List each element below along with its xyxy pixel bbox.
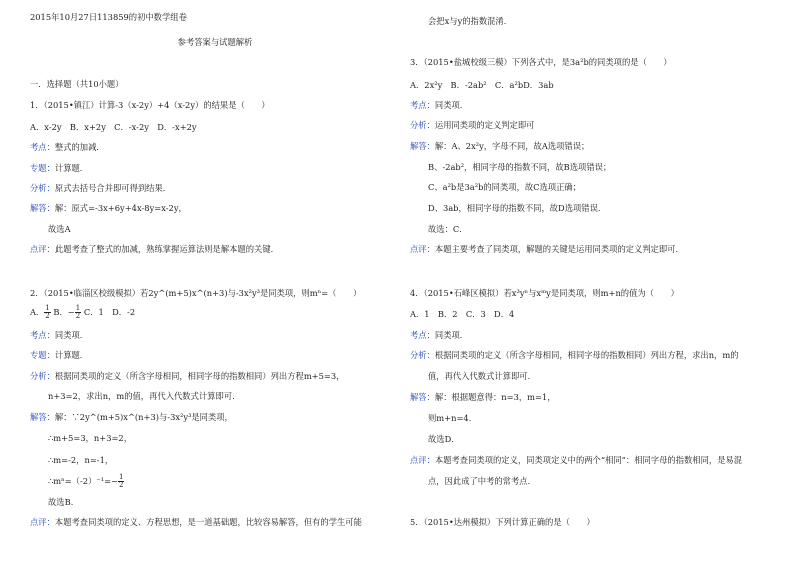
dianping-label: 点评： bbox=[30, 244, 55, 254]
q1-kaodian-text: 整式的加减． bbox=[54, 142, 105, 152]
q1-dianping bbox=[30, 244, 279, 255]
jieda-label: 解答： bbox=[410, 392, 435, 402]
dianping-label: 点评： bbox=[410, 455, 435, 465]
q2-opt-rest: C．1 D．-2 bbox=[83, 307, 136, 317]
q1-stem: 1．（2015•镇江）计算-3（x-2y）+4（x-2y）的结果是（ ） bbox=[30, 100, 270, 110]
q4-kaodian bbox=[410, 330, 468, 341]
left-column bbox=[30, 0, 400, 562]
q2-fenxi-cont: n+3=2，求出n，m的值，再代入代数式计算即可． bbox=[48, 391, 241, 401]
q1-options: A．x-2y B．x+2y C．-x-2y D．-x+2y bbox=[30, 122, 197, 132]
q2-dianping bbox=[30, 517, 362, 528]
q3-choose: 故选：C． bbox=[428, 224, 468, 234]
q2-opt-a-label: A． bbox=[30, 307, 45, 317]
q4-dianping-text: 本题考查同类项的定义，同类项定义中的两个“相同”：相同字母的指数相同，是易混 bbox=[434, 455, 743, 465]
q3-fenxi bbox=[410, 120, 534, 131]
right-column bbox=[410, 0, 780, 562]
q3-jieda-line2: B、-2ab²，相同字母的指数不同，故B选项错误； bbox=[428, 162, 612, 172]
fraction-denominator: 2 bbox=[118, 481, 124, 489]
q3-options: A．2x²y B．-2ab² C．a²bD．3ab bbox=[410, 80, 554, 90]
q2-jieda-line3: ∴m=-2，n=-1， bbox=[48, 455, 114, 465]
q4-jieda-line2: 则m+n=4． bbox=[428, 413, 477, 423]
q4-dianping-cont: 点，因此成了中考的常考点． bbox=[428, 476, 536, 486]
q4-choose: 故选D． bbox=[428, 434, 460, 444]
q1-zhuanti-text: 计算题． bbox=[54, 163, 89, 173]
fenxi-label: 分析： bbox=[30, 371, 55, 381]
q2-dianping-cont: 会把x与y的指数混淆． bbox=[428, 16, 513, 26]
q2-options bbox=[30, 305, 135, 320]
jieda-label: 解答： bbox=[410, 141, 435, 151]
jieda-label: 解答： bbox=[30, 412, 55, 422]
dianping-label: 点评： bbox=[30, 517, 55, 527]
zhuanti-label: 专题： bbox=[30, 350, 55, 360]
q4-dianping bbox=[410, 455, 742, 466]
q2-opt-b-label: B．− bbox=[53, 307, 75, 317]
q2-zhuanti-text: 计算题． bbox=[54, 350, 89, 360]
q5-stem: 5．（2015•达州模拟）下列计算正确的是（ ） bbox=[410, 517, 595, 527]
q4-fenxi-cont: 值，再代入代数式计算即可． bbox=[428, 371, 536, 381]
zhuanti-label: 专题： bbox=[30, 163, 55, 173]
q4-fenxi-text: 根据同类项的定义（所含字母相同，相同字母的指数相同）列出方程，求出n，m的 bbox=[434, 350, 739, 360]
q1-jieda-text: 解：原式=-3x+6y+4x-8y=x-2y， bbox=[54, 203, 187, 213]
fenxi-label: 分析： bbox=[410, 350, 435, 360]
section-heading: 一．选择题（共10小题） bbox=[30, 79, 124, 89]
fenxi-label: 分析： bbox=[410, 120, 435, 130]
q4-stem: 4．（2015•石峰区模拟）若x³yⁿ与xᵐy是同类项，则m+n的值为（ ） bbox=[410, 288, 679, 298]
q4-jieda-text: 解：根据题意得：n=3，m=1， bbox=[434, 392, 556, 402]
fraction-numerator: 1 bbox=[75, 304, 81, 312]
fraction-denominator: 2 bbox=[75, 312, 81, 320]
q3-jieda-line4: D、3ab，相同字母的指数不同，故D选项错误． bbox=[428, 203, 607, 213]
q1-fenxi-text: 原式去括号合并即可得到结果． bbox=[54, 183, 172, 193]
q1-jieda bbox=[30, 203, 187, 214]
kaodian-label: 考点： bbox=[30, 330, 55, 340]
q4-fenxi bbox=[410, 350, 739, 361]
q2-jieda bbox=[30, 412, 233, 423]
q3-kaodian-text: 同类项． bbox=[434, 100, 469, 110]
q3-kaodian bbox=[410, 100, 468, 111]
document-subtitle: 参考答案与试题解析 bbox=[177, 37, 253, 47]
q3-stem: 3．（2015•盐城校级三模）下列各式中，是3a²b的同类项的是（ ） bbox=[410, 57, 672, 67]
q4-jieda bbox=[410, 392, 556, 403]
q1-zhuanti bbox=[30, 163, 88, 174]
q2-opt-a-fraction bbox=[44, 305, 50, 320]
q3-fenxi-text: 运用同类项的定义判定即可 bbox=[434, 120, 535, 130]
q3-jieda bbox=[410, 141, 589, 152]
q2-fenxi bbox=[30, 371, 344, 382]
dianping-label: 点评： bbox=[410, 244, 435, 254]
q2-fenxi-text: 根据同类项的定义（所含字母相同，相同字母的指数相同）列出方程m+5=3， bbox=[54, 371, 345, 381]
q2-opt-b-fraction bbox=[75, 305, 81, 320]
q4-kaodian-text: 同类项． bbox=[434, 330, 469, 340]
q2-choose: 故选B． bbox=[48, 497, 79, 507]
q2-stem: 2．（2015•临淄区校级模拟）若2y^(m+5)x^(n+3)与-3x²y³是同类项，则mⁿ=（ ） bbox=[30, 288, 362, 298]
q2-jieda-text: 解：∵2y^(m+5)x^(n+3)与-3x²y³是同类项， bbox=[54, 412, 233, 422]
q2-jieda4-fraction bbox=[118, 474, 124, 489]
q1-dianping-text: 此题考查了整式的加减，熟练掌握运算法则是解本题的关键． bbox=[54, 244, 279, 254]
q3-dianping-text: 本题主要考查了同类项，解题的关键是运用同类项的定义判定即可． bbox=[434, 244, 684, 254]
q2-jieda-line4 bbox=[30, 474, 124, 489]
q2-dianping-text: 本题考查同类项的定义、方程思想，是一道基础题，比较容易解答，但有的学生可能 bbox=[54, 517, 362, 527]
q2-kaodian-text: 同类项． bbox=[54, 330, 89, 340]
q3-dianping bbox=[410, 244, 684, 255]
fenxi-label: 分析： bbox=[30, 183, 55, 193]
q3-jieda-line3: C、a²b是3a²b的同类项，故C选项正确； bbox=[428, 182, 582, 192]
kaodian-label: 考点： bbox=[410, 100, 435, 110]
q2-kaodian bbox=[30, 330, 88, 341]
kaodian-label: 考点： bbox=[30, 142, 55, 152]
fraction-denominator: 2 bbox=[45, 312, 50, 320]
fraction-numerator: 1 bbox=[45, 304, 50, 312]
q2-jieda4-text: ∴mⁿ=（-2）⁻¹=− bbox=[48, 476, 118, 486]
q1-fenxi bbox=[30, 183, 171, 194]
q1-kaodian bbox=[30, 142, 105, 153]
jieda-label: 解答： bbox=[30, 203, 55, 213]
q2-jieda-line2: ∴m+5=3，n+3=2， bbox=[48, 433, 133, 443]
q1-choose: 故选A bbox=[48, 224, 71, 234]
q3-jieda-text: 解：A、2x²y，字母不同，故A选项错误； bbox=[434, 141, 590, 151]
q4-options: A．1 B．2 C．3 D．4 bbox=[410, 309, 515, 319]
fraction-numerator: 1 bbox=[118, 473, 124, 481]
document-header: 2015年10月27日113859的初中数学组卷 bbox=[30, 12, 187, 22]
q2-zhuanti bbox=[30, 350, 88, 361]
kaodian-label: 考点： bbox=[410, 330, 435, 340]
